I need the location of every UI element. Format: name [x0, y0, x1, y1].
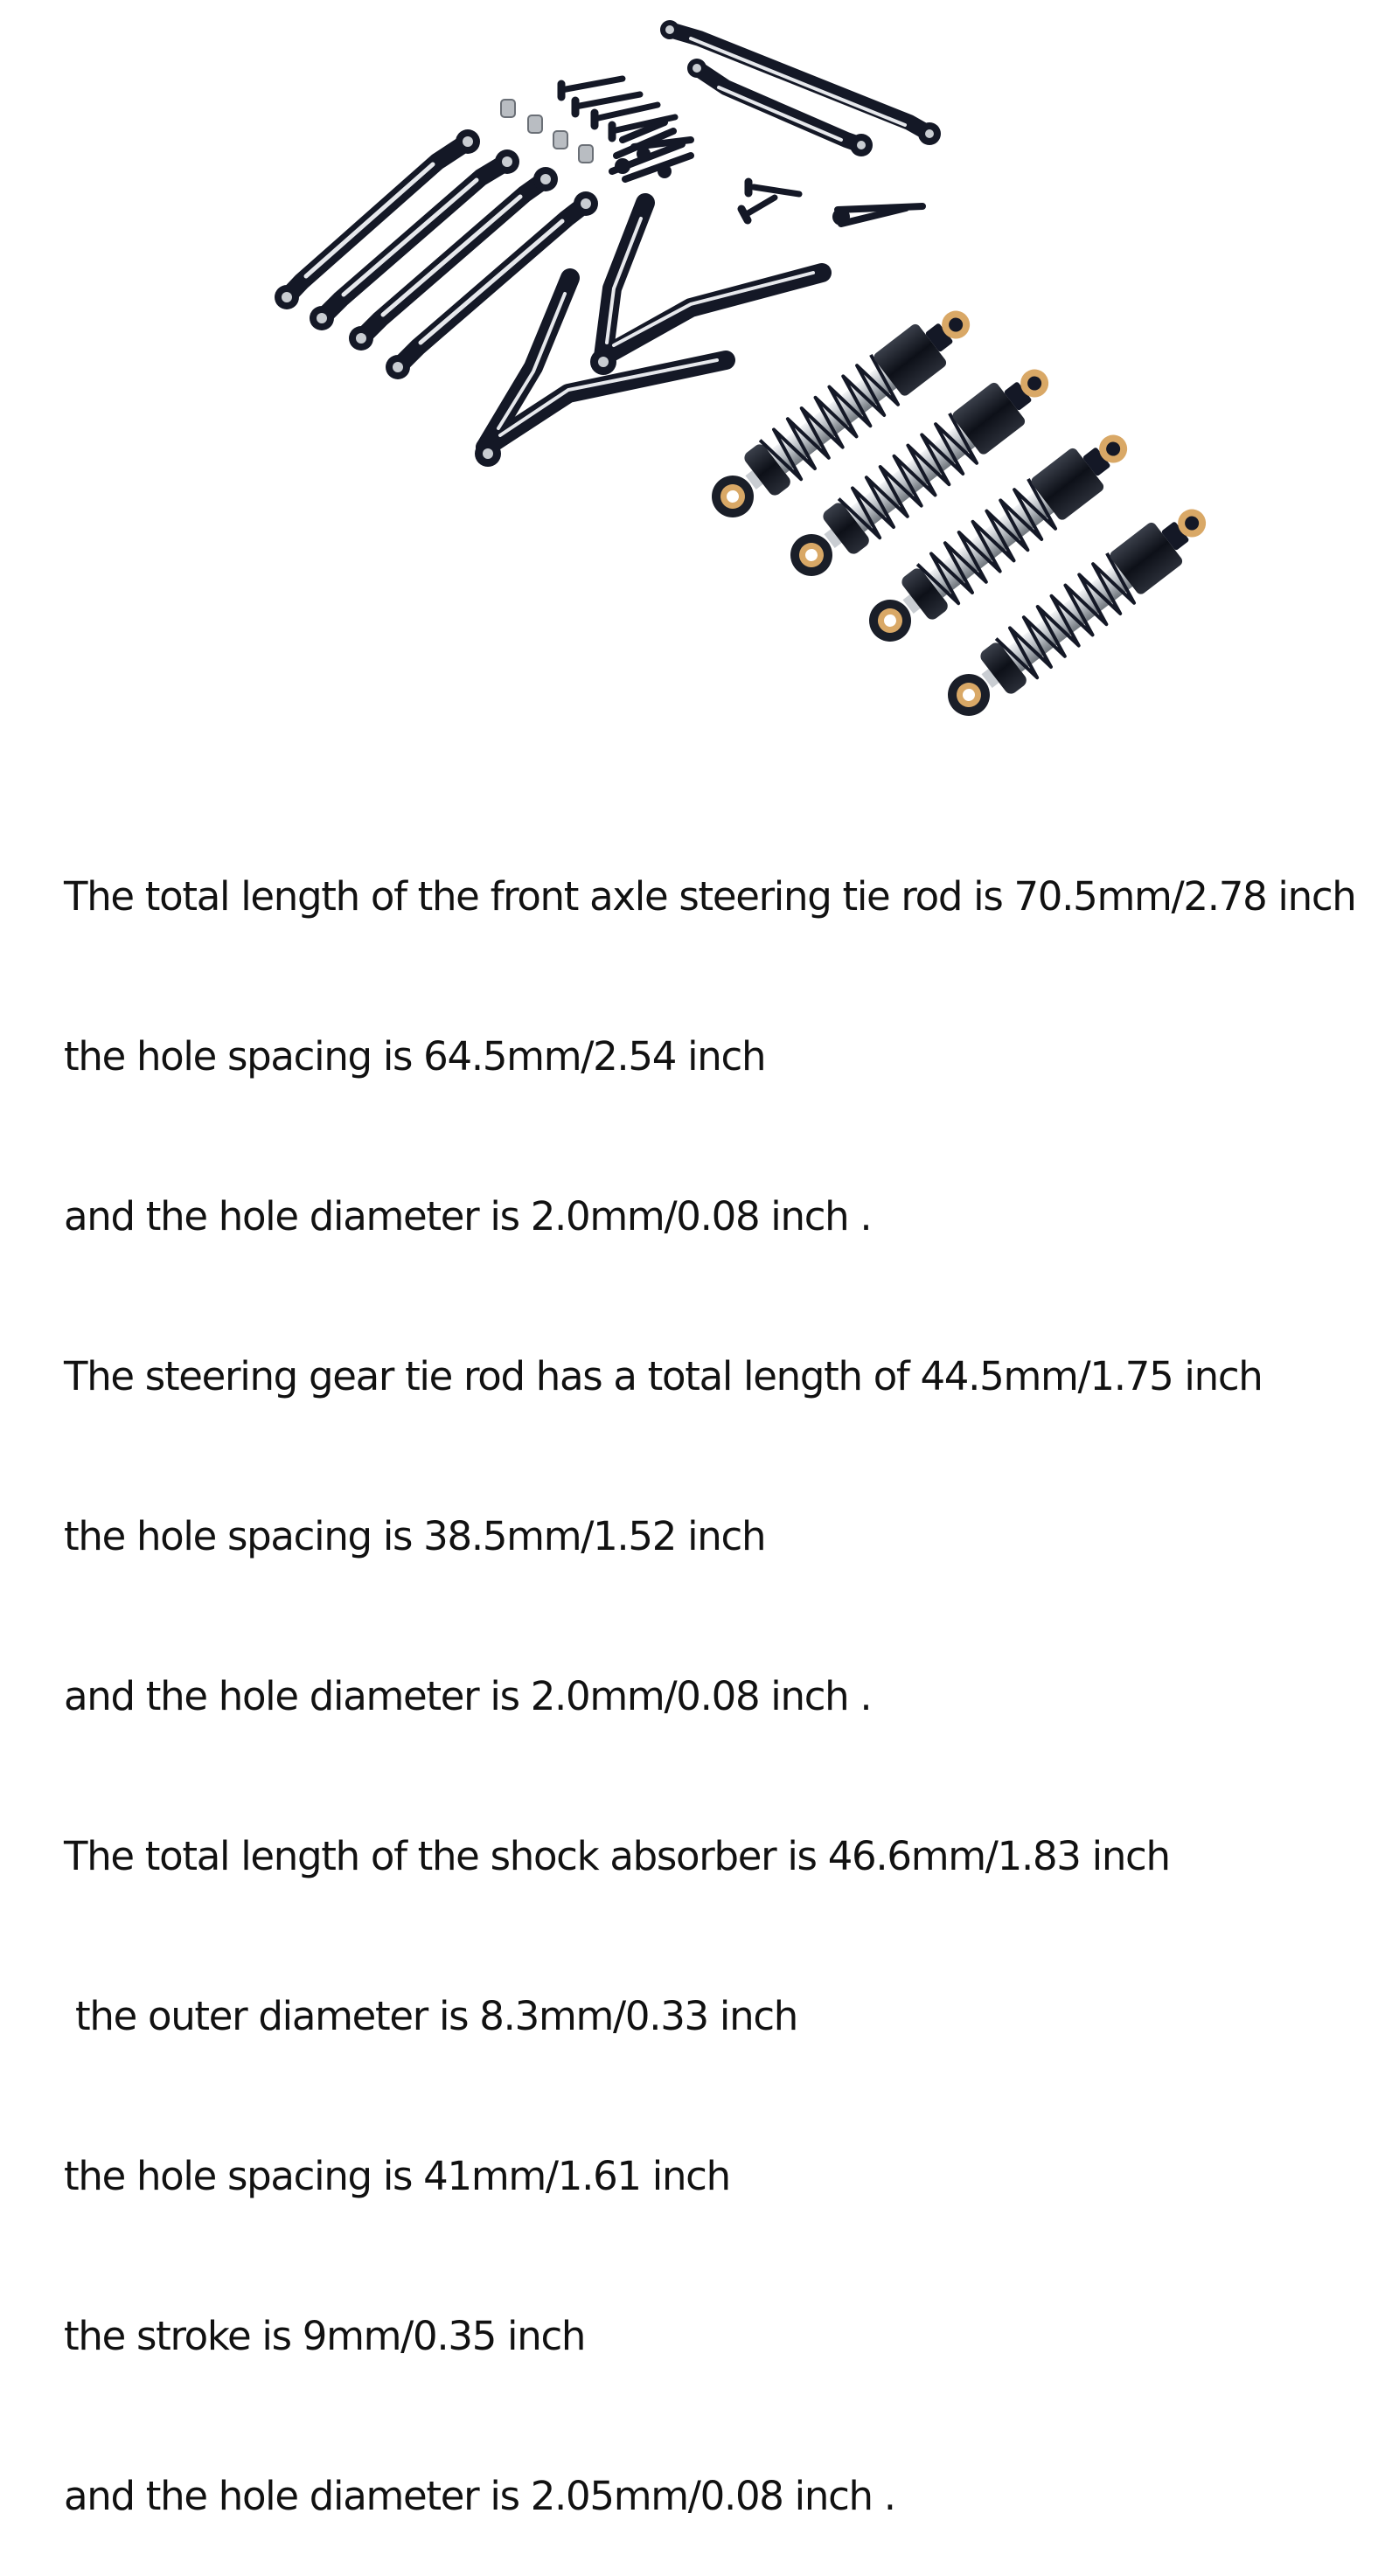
pivot-ball-3: [553, 131, 567, 149]
spec-line-gear-rod-hole-spacing: the hole spacing is 38.5mm/1.52 inch: [64, 1513, 766, 1559]
pivot-ball-2: [528, 115, 542, 133]
spec-line-tie-rod-length: The total length of the front axle steering tie rod is 70.5mm/2.78 inch: [64, 873, 1356, 920]
pivot-ball-4: [579, 145, 593, 163]
loose-screw-1: [741, 182, 799, 220]
loose-screw-2: [832, 206, 922, 226]
spec-line-gear-rod-hole-diameter: and the hole diameter is 2.0mm/0.08 inch .: [64, 1673, 872, 1719]
shock-absorber-2: [777, 352, 1062, 590]
product-photo: [0, 0, 1399, 752]
spec-line-tie-rod-hole-diameter: and the hole diameter is 2.0mm/0.08 inch .: [64, 1193, 872, 1239]
spec-line-tie-rod-hole-spacing: the hole spacing is 64.5mm/2.54 inch: [64, 1033, 766, 1080]
spec-line-shock-outer-diameter: the outer diameter is 8.3mm/0.33 inch: [64, 1993, 797, 2039]
spec-line-shock-hole-diameter: and the hole diameter is 2.05mm/0.08 inch .: [64, 2473, 895, 2519]
link-1: [275, 129, 480, 309]
spec-line-shock-hole-spacing: the hole spacing is 41mm/1.61 inch: [64, 2153, 730, 2199]
y-link-upper: [590, 203, 822, 375]
shock-absorber-3: [856, 418, 1141, 656]
spec-line-shock-stroke: the stroke is 9mm/0.35 inch: [64, 2313, 586, 2359]
spec-line-shock-length: The total length of the shock absorber is 46.6mm/1.83 inch: [64, 1833, 1170, 1879]
shock-absorber-1: [699, 294, 984, 531]
long-screws: [561, 79, 675, 138]
spec-description: [64, 763, 1375, 2576]
shock-absorbers: [699, 294, 1220, 730]
spec-line-gear-rod-length: The steering gear tie rod has a total length of 44.5mm/1.75 inch: [64, 1353, 1263, 1399]
pivot-ball-1: [501, 100, 515, 117]
